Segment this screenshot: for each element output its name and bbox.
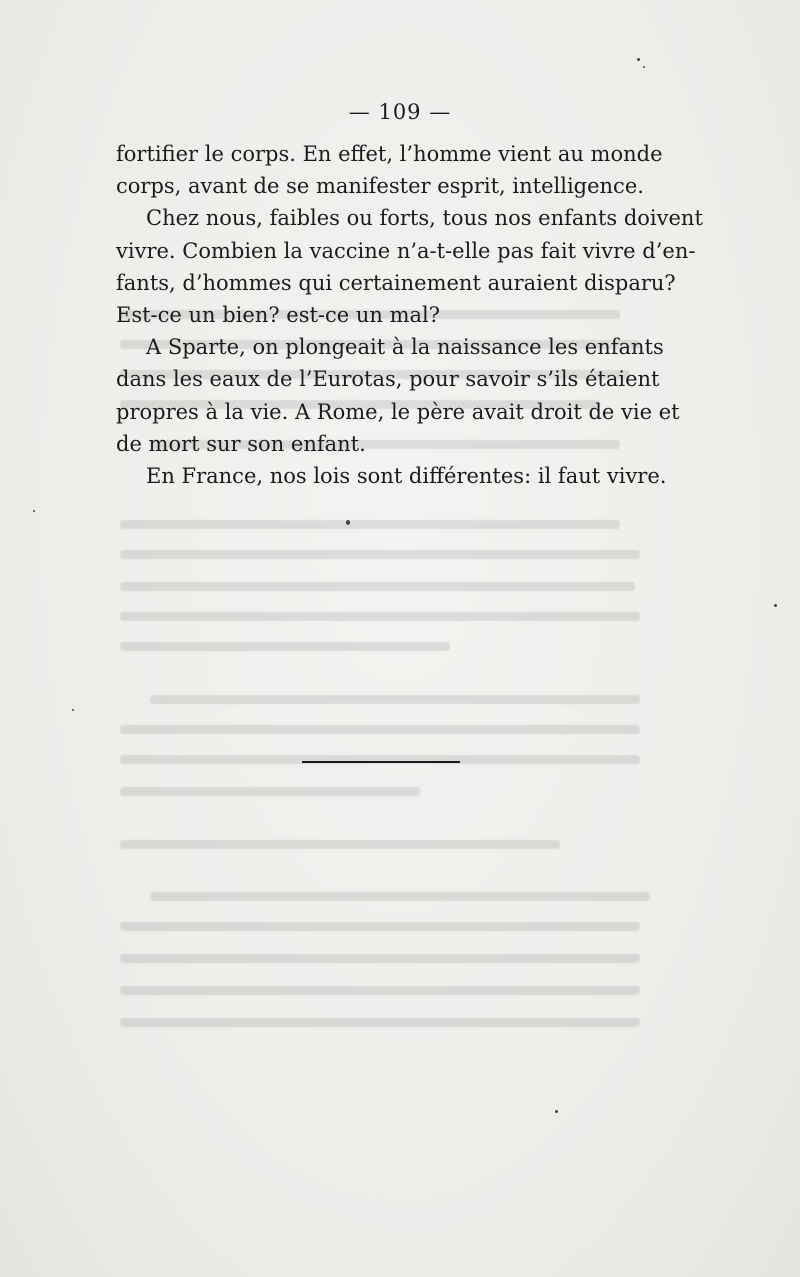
page-number: — 109 — [348,100,452,124]
ink-speck [346,520,350,525]
text-line: propres à la vie. A Rome, le père avait droit de vie et [116,399,680,424]
body-text [116,138,703,492]
ink-speck [643,66,645,68]
text-line: Chez nous, faibles ou forts, tous nos enfants doivent [146,206,703,231]
text-line: fortifier le corps. En effet, l’homme vient au monde [116,142,663,166]
text-line: corps, avant de se manifester esprit, intelligence. [116,174,644,199]
paragraph [116,460,667,492]
text-line: Est-ce un bien? est-ce un mal? [116,303,441,328]
text-line: de mort sur son enfant. [116,431,366,456]
ink-speck [33,510,35,512]
paragraph [116,138,663,202]
text-line: vivre. Combien la vaccine n’a-t-elle pas fait vivre d’en- [116,238,696,263]
end-rule [302,761,460,763]
ink-speck [72,709,74,711]
text-line: En France, nos lois sont différentes: il faut vivre. [146,464,667,489]
text-line: fants, d’hommes qui certainement auraient disparu? [116,270,676,295]
ink-speck [774,604,777,607]
ink-speck [555,1110,558,1113]
text-line: dans les eaux de l’Eurotas, pour savoir s’ils étaient [116,367,660,392]
paragraph [116,331,680,460]
ink-speck [637,58,640,61]
paragraph [116,202,703,331]
text-line: A Sparte, on plongeait à la naissance les enfants [146,335,664,360]
